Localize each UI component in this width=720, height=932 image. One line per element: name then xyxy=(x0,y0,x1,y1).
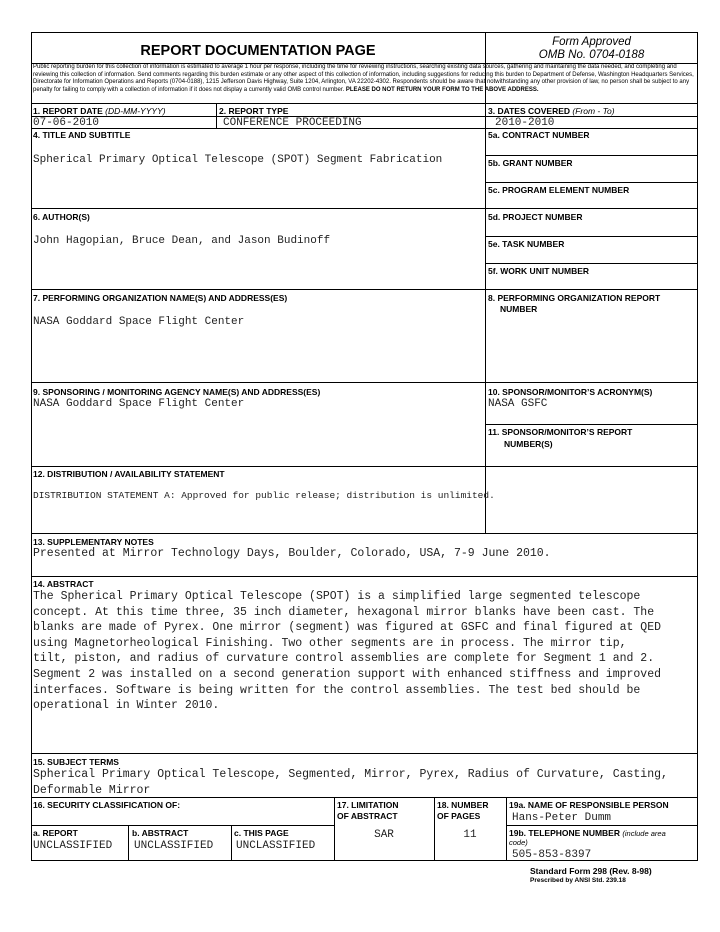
row-divider xyxy=(31,466,698,467)
program-element-label: 5c. PROGRAM ELEMENT NUMBER xyxy=(488,185,630,195)
cell-divider xyxy=(485,236,698,237)
abstract-line: Segment 2 was installed on a second generation support with enhanced stiffness and improved xyxy=(33,667,662,681)
report-date-label-text: 1. REPORT DATE xyxy=(33,106,103,116)
number-of-pages-label-line2: OF PAGES xyxy=(437,811,481,821)
sponsor-acronym-label: 10. SPONSOR/MONITOR’S ACRONYM(S) xyxy=(488,387,653,397)
performing-report-label: 8. PERFORMING ORGANIZATION REPORT xyxy=(488,293,661,303)
subject-terms-label: 15. SUBJECT TERMS xyxy=(33,757,119,767)
column-divider xyxy=(485,32,486,533)
page-classification-label: c. THIS PAGE xyxy=(234,828,289,838)
contract-number-label: 5a. CONTRACT NUMBER xyxy=(488,130,590,140)
burden-text: Public reporting burden for this collection of information is estimated to average 1 hour per response, including the time for reviewing instructions, searching existing data sources, gathering and maintaining the data needed, and completing and reviewing this collection of information. Send comments regarding this burden estimate or any other aspect of this collection of information, including suggestions for reducing this burden to Department of Defense, Washington Headquarters Services, Directorate for Information Operations and Reports (0704-0188), 1215 Jefferson Davis Highway, Suite 1204, Arlington, VA 22202-4302. Respondents should be aware that notwithstanding any other provision of law, no person shall be subject to any penalty for failing to comply with a collection of information if it does not display a currently valid OMB control number. xyxy=(33,64,694,93)
performing-report-label-line2: NUMBER xyxy=(500,304,538,314)
limitation-label: 17. LIMITATION xyxy=(337,800,399,810)
authors-label: 6. AUTHOR(S) xyxy=(33,212,90,222)
cell-divider xyxy=(485,263,698,264)
row-divider xyxy=(31,208,698,209)
column-divider xyxy=(128,825,129,861)
row-divider xyxy=(31,753,698,754)
telephone-label xyxy=(509,828,666,838)
row-divider xyxy=(31,533,698,534)
title-value: Spherical Primary Optical Telescope (SPOT) Segment Fabrication xyxy=(33,154,443,166)
report-type-label: 2. REPORT TYPE xyxy=(219,106,289,116)
telephone-hint-line2: code) xyxy=(509,838,528,847)
abstract-classification-label: b. ABSTRACT xyxy=(132,828,189,838)
column-divider xyxy=(506,797,507,861)
number-of-pages-label: 18. NUMBER xyxy=(437,800,489,810)
sponsoring-agency-value: NASA Goddard Space Flight Center xyxy=(33,398,245,410)
subject-terms-text xyxy=(33,767,695,798)
abstract-line: The Spherical Primary Optical Telescope (SPOT) is a simplified large segmented telescope xyxy=(33,590,641,603)
performing-org-label: 7. PERFORMING ORGANIZATION NAME(S) AND ADDRESS(ES) xyxy=(33,293,288,303)
sponsoring-agency-label: 9. SPONSORING / MONITORING AGENCY NAME(S) AND ADDRESS(ES) xyxy=(33,387,321,397)
task-number-label: 5e. TASK NUMBER xyxy=(488,239,565,249)
row-divider xyxy=(506,825,698,826)
report-date-label xyxy=(33,106,166,116)
abstract-line: tilt, piston, and radius of curvature control assemblies are complete for Segment 1 and 2. xyxy=(33,652,655,666)
sponsor-report-label: 11. SPONSOR/MONITOR’S REPORT xyxy=(488,427,633,437)
limitation-value: SAR xyxy=(374,829,394,841)
project-number-label: 5d. PROJECT NUMBER xyxy=(488,212,583,222)
telephone-label-text: 19b. TELEPHONE NUMBER xyxy=(509,828,620,838)
row-divider xyxy=(31,289,698,290)
column-divider xyxy=(216,103,217,128)
row-divider xyxy=(31,103,698,104)
report-date-hint: (DD-MM-YYYY) xyxy=(105,106,166,116)
dates-covered-hint: (From - To) xyxy=(572,106,615,116)
abstract-line: blanks are made of Pyrex. One mirror (segment) was figured at GSFC and final figured at QED xyxy=(33,621,662,635)
burden-statement xyxy=(33,64,695,94)
report-date-value: 07-06-2010 xyxy=(33,117,100,129)
report-type-value: CONFERENCE PROCEEDING xyxy=(223,117,362,129)
page-classification-value: UNCLASSIFIED xyxy=(236,840,316,852)
row-divider xyxy=(31,128,698,129)
subject-terms-line: Deformable Mirror xyxy=(33,783,151,797)
report-classification-label: a. REPORT xyxy=(33,828,78,838)
subject-terms-line: Spherical Primary Optical Telescope, Segmented, Mirror, Pyrex, Radius of Curvature, Casting, xyxy=(33,768,668,781)
security-classification-label: 16. SECURITY CLASSIFICATION OF: xyxy=(33,800,181,810)
telephone-value: 505-853-8397 xyxy=(512,849,592,861)
form-name: Standard Form 298 (Rev. 8-98) xyxy=(530,866,652,876)
omb-number: OMB No. 0704-0188 xyxy=(538,49,645,61)
cell-divider xyxy=(485,155,698,156)
abstract-label: 14. ABSTRACT xyxy=(33,579,94,589)
abstract-line: using Magnetorheological Finishing. Two other segments are in process. The mirror tip, xyxy=(33,636,627,650)
abstract-text xyxy=(33,589,695,714)
dates-covered-value: 2010-2010 xyxy=(495,117,555,129)
column-divider xyxy=(231,825,232,861)
abstract-line: concept. At this time three, 35 inch diameter, hexagonal mirror blanks have been cast. The xyxy=(33,605,655,619)
report-documentation-form xyxy=(31,32,698,861)
sponsor-report-label-line2: NUMBER(S) xyxy=(504,439,553,449)
sponsor-acronym-value: NASA GSFC xyxy=(488,398,548,410)
distribution-label: 12. DISTRIBUTION / AVAILABILITY STATEMENT xyxy=(33,469,225,479)
row-divider xyxy=(31,382,698,383)
abstract-classification-value: UNCLASSIFIED xyxy=(134,840,214,852)
title-label: 4. TITLE AND SUBTITLE xyxy=(33,130,131,140)
grant-number-label: 5b. GRANT NUMBER xyxy=(488,158,573,168)
authors-value: John Hagopian, Bruce Dean, and Jason Budinoff xyxy=(33,235,331,247)
abstract-line: operational in Winter 2010. xyxy=(33,699,220,713)
responsible-person-label: 19a. NAME OF RESPONSIBLE PERSON xyxy=(509,800,669,810)
performing-org-value: NASA Goddard Space Flight Center xyxy=(33,316,245,328)
supplementary-notes-label: 13. SUPPLEMENTARY NOTES xyxy=(33,537,154,547)
page-title: REPORT DOCUMENTATION PAGE xyxy=(140,43,376,59)
work-unit-label: 5f. WORK UNIT NUMBER xyxy=(488,266,590,276)
limitation-label-line2: OF ABSTRACT xyxy=(337,811,398,821)
row-divider xyxy=(31,825,334,826)
row-divider xyxy=(31,576,698,577)
number-of-pages-value: 11 xyxy=(463,829,477,841)
form-approved-label: Form Approved xyxy=(552,36,631,48)
abstract-line: interfaces. Software is being written for the control assemblies. The test bed should be xyxy=(33,683,641,697)
prescribed-by: Prescribed by ANSI Std. 239.18 xyxy=(530,877,626,884)
cell-divider xyxy=(485,424,698,425)
responsible-person-value: Hans-Peter Dumm xyxy=(512,812,612,824)
telephone-hint: (include area xyxy=(622,829,666,838)
dates-covered-label xyxy=(488,106,615,116)
dates-covered-label-text: 3. DATES COVERED xyxy=(488,106,571,116)
cell-divider xyxy=(485,182,698,183)
report-classification-value: UNCLASSIFIED xyxy=(33,840,113,852)
distribution-value: DISTRIBUTION STATEMENT A: Approved for public release; distribution is unlimited. xyxy=(33,490,495,501)
burden-bold-text: PLEASE DO NOT RETURN YOUR FORM TO THE ABOVE ADDRESS. xyxy=(345,86,539,93)
supplementary-notes-value: Presented at Mirror Technology Days, Boulder, Colorado, USA, 7-9 June 2010. xyxy=(33,547,551,560)
